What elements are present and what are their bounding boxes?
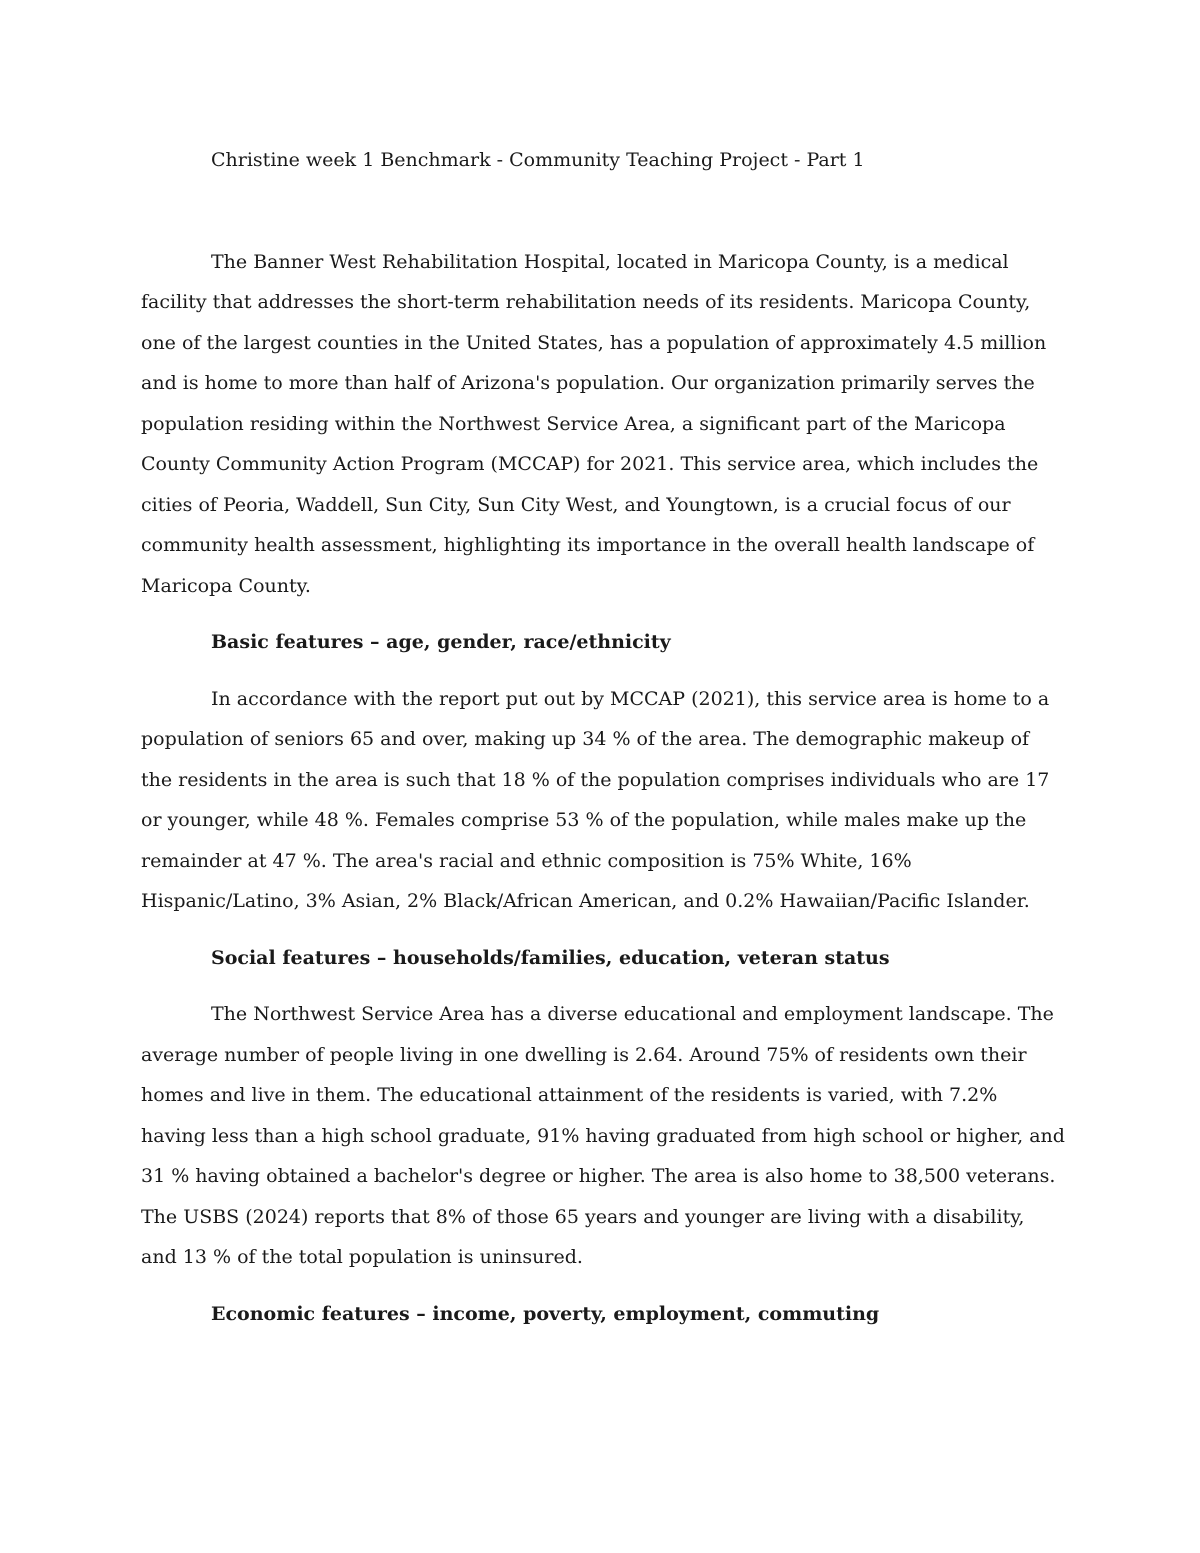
document-body bbox=[141, 140, 1066, 1350]
intro-paragraph: The Banner West Rehabilitation Hospital, located in Maricopa County, is a medical facility that addresses the short-term rehabilitation needs of its residents. Maricopa County, one of the largest counties in the United States, has a population of approximately 4.5 million and is home to more than half of Arizona's population. Our organization primarily serves the population residing within the Northwest Service Area, a significant part of the Maricopa County Community Action Program (MCCAP) for 2021. This service area, which includes the cities of Peoria, Waddell, Sun City, Sun City West, and Youngtown, is a crucial focus of our community health assessment, highlighting its importance in the overall health landscape of Maricopa County. bbox=[141, 250, 1047, 597]
section-heading-economic-features: Economic features – income, poverty, employment, commuting bbox=[211, 1302, 880, 1325]
document-title: Christine week 1 Benchmark - Community Teaching Project - Part 1 bbox=[211, 149, 865, 171]
section-paragraph-social-features: The Northwest Service Area has a diverse educational and employment landscape. The average number of people living in one dwelling is 2.64. Around 75% of residents own their homes and live in them. The educational attainment of the residents is varied, with 7.2% having less than a high school graduate, 91% having graduated from high school or higher, and 31 % having obtained a bachelor's degree or higher. The area is also home to 38,500 veterans. The USBS (2024) reports that 8% of those 65 years and younger are living with a disability, and 13 % of the total population is uninsured. bbox=[141, 1003, 1065, 1268]
section-heading-social-features: Social features – households/families, education, veteran status bbox=[211, 946, 890, 969]
section-paragraph-basic-features: In accordance with the report put out by MCCAP (2021), this service area is home to a population of seniors 65 and over, making up 34 % of the area. The demographic makeup of the residents in the area is such that 18 % of the population comprises individuals who are 17 or younger, while 48 %. Females comprise 53 % of the population, while males make up the remainder at 47 %. The area's racial and ethnic composition is 75% White, 16% Hispanic/Latino, 3% Asian, 2% Black/African American, and 0.2% Hawaiian/Pacific Islander. bbox=[141, 687, 1050, 912]
section-heading-basic-features: Basic features – age, gender, race/ethnicity bbox=[211, 631, 671, 653]
